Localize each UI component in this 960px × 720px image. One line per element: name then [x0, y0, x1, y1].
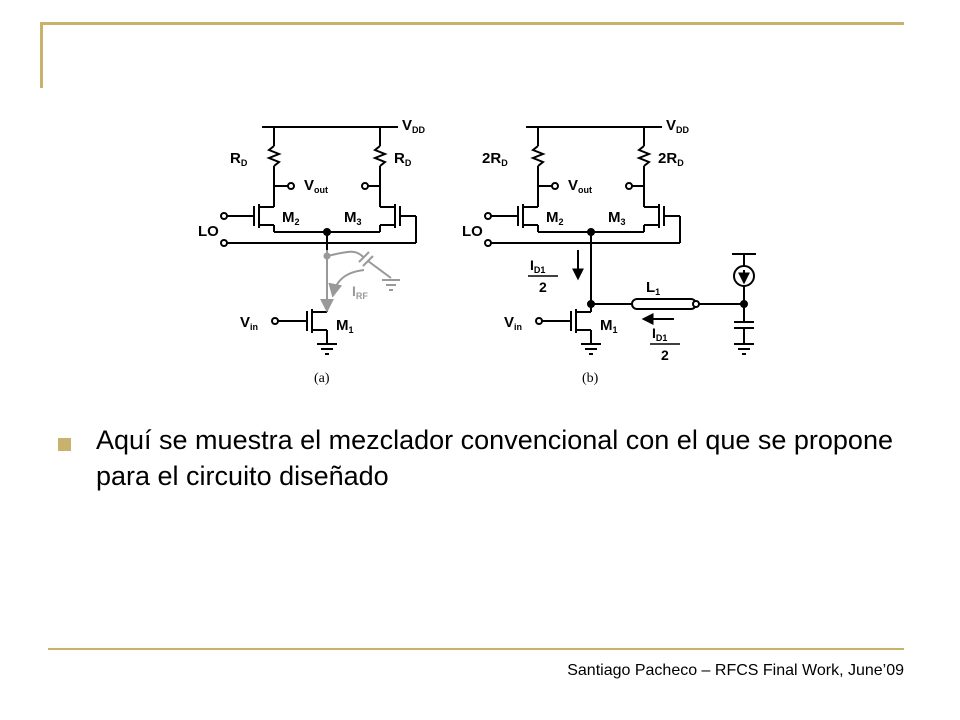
- b-id1-bottom-denominator: 2: [661, 347, 669, 363]
- b-lo-label: LO: [462, 223, 483, 240]
- circuit-b: [485, 127, 756, 354]
- a-rd-right-label: $R_D$: [394, 150, 412, 168]
- circuit-diagrams-svg: [196, 100, 768, 400]
- b-id1-top-denominator: 2: [539, 279, 547, 295]
- b-vdd-label: $V_{DD}$: [666, 117, 690, 135]
- a-rd-left-label: $R_D$: [230, 150, 248, 168]
- b-rd-left-label: $2R_D$: [482, 150, 508, 168]
- b-m3-label: $M_3$: [608, 209, 626, 227]
- a-vout-label: $V_{out}$: [304, 177, 329, 195]
- b-l1-label: $L_1$: [646, 279, 661, 297]
- b-rd-right-label: $2R_D$: [658, 150, 684, 168]
- b-vout-label: $V_{out}$: [568, 177, 593, 195]
- a-vdd-label: $V_{DD}$: [402, 117, 426, 135]
- mixer-circuit-figure: [196, 100, 768, 400]
- a-m2-label: $M_2$: [282, 209, 300, 227]
- bullet-list: [58, 422, 898, 494]
- circuit-a: [221, 127, 416, 354]
- b-m1-label: $M_1$: [600, 317, 618, 335]
- frame-left-rule: [40, 22, 43, 88]
- b-caption: (b): [582, 371, 599, 386]
- bullet-text: Aquí se muestra el mezclador convencional con el que se propone para el circuito diseñado: [96, 425, 893, 491]
- circuit-a-parasitic: [325, 250, 401, 310]
- a-irf-label: $I_{RF}$: [352, 283, 368, 301]
- a-caption: (a): [314, 371, 330, 386]
- bullet-square-icon: [58, 438, 71, 451]
- a-lo-label: LO: [198, 223, 219, 240]
- b-vin-label: $V_{in}$: [504, 314, 523, 332]
- a-m1-label: $M_1$: [336, 317, 354, 335]
- a-vin-label: $V_{in}$: [240, 314, 259, 332]
- a-m3-label: $M_3$: [344, 209, 362, 227]
- frame-top-rule: [40, 22, 904, 25]
- footer-text: Santiago Pacheco – RFCS Final Work, June’09: [567, 662, 904, 679]
- footer-rule: [48, 648, 904, 650]
- b-id1-bottom-label: $I_{D1}$: [652, 325, 668, 343]
- b-id1-top-label: $I_{D1}$: [530, 257, 546, 275]
- b-m2-label: $M_2$: [546, 209, 564, 227]
